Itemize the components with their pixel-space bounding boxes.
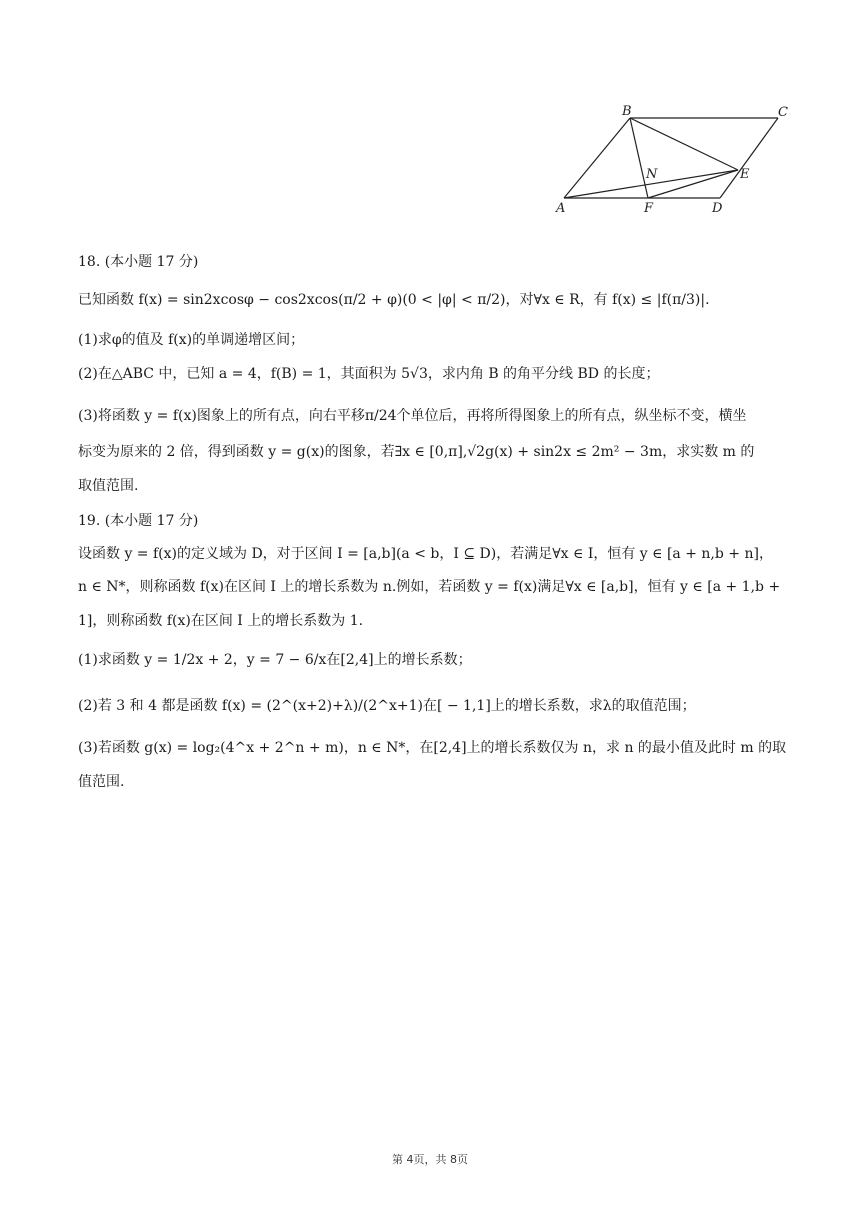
label-C: C — [778, 105, 788, 120]
segment-AB — [564, 118, 630, 198]
q18-stem: 已知函数 f(x) = sin2xcosφ − cos2xcos(π/2 + φ)(0 < |φ| < π/2)，对∀x ∈ R，有 f(x) ≤ |f(π/3)|. — [78, 292, 710, 308]
q19-heading: 19. (本小题 17 分) — [78, 513, 199, 529]
label-E: E — [740, 167, 750, 182]
page-footer: 第 4页，共 8页 — [392, 1153, 468, 1166]
q18-part1: (1)求φ的值及 f(x)的单调递增区间； — [78, 332, 305, 348]
label-F: F — [644, 201, 654, 216]
q19-stem-line1: 设函数 y = f(x)的定义域为 D，对于区间 I = [a,b](a < b，I ⊆ D)，若满足∀x ∈ I，恒有 y ∈ [a + n,b + n]， — [78, 546, 773, 562]
segment-FE — [648, 170, 738, 198]
q18-part3-line3: 取值范围. — [78, 478, 139, 494]
q19-stem-line3: 1]，则称函数 f(x)在区间 I 上的增长系数为 1. — [78, 613, 364, 629]
geometry-figure — [548, 98, 798, 220]
label-A: A — [556, 201, 566, 216]
q18-part2: (2)在△ABC 中，已知 a = 4，f(B) = 1，其面积为 5√3，求内角 B 的角平分线 BD 的长度； — [78, 366, 660, 382]
q18-part3-line1: (3)将函数 y = f(x)图象上的所有点，向右平移π/24个单位后，再将所得图象上的所有点，纵坐标不变，横坐 — [78, 408, 747, 424]
q19-stem-line2: n ∈ N*，则称函数 f(x)在区间 I 上的增长系数为 n.例如，若函数 y = f(x)满足∀x ∈ [a,b]，恒有 y ∈ [a + 1,b + — [78, 579, 781, 595]
q18-part3-line2: 标变为原来的 2 倍，得到函数 y = g(x)的图象，若∃x ∈ [0,π],√2g(x) + sin2x ≤ 2m² − 3m，求实数 m 的 — [78, 444, 755, 460]
q19-part2: (2)若 3 和 4 都是函数 f(x) = (2^(x+2)+λ)/(2^x+1)在[ − 1,1]上的增长系数，求λ的取值范围； — [78, 698, 696, 714]
q19-part3-line2: 值范围. — [78, 774, 125, 790]
q18-heading: 18. (本小题 17 分) — [78, 254, 199, 270]
label-D: D — [712, 201, 723, 216]
label-B: B — [622, 104, 632, 119]
segment-CD — [720, 118, 778, 198]
q19-part3-line1: (3)若函数 g(x) = log₂(4^x + 2^n + m)，n ∈ N*，在[2,4]上的增长系数仅为 n，求 n 的最小值及此时 m 的取 — [78, 740, 787, 756]
q19-part1: (1)求函数 y = 1/2x + 2，y = 7 − 6/x在[2,4]上的增长系数； — [78, 652, 472, 668]
label-N: N — [646, 167, 658, 182]
segment-BE — [630, 118, 738, 170]
